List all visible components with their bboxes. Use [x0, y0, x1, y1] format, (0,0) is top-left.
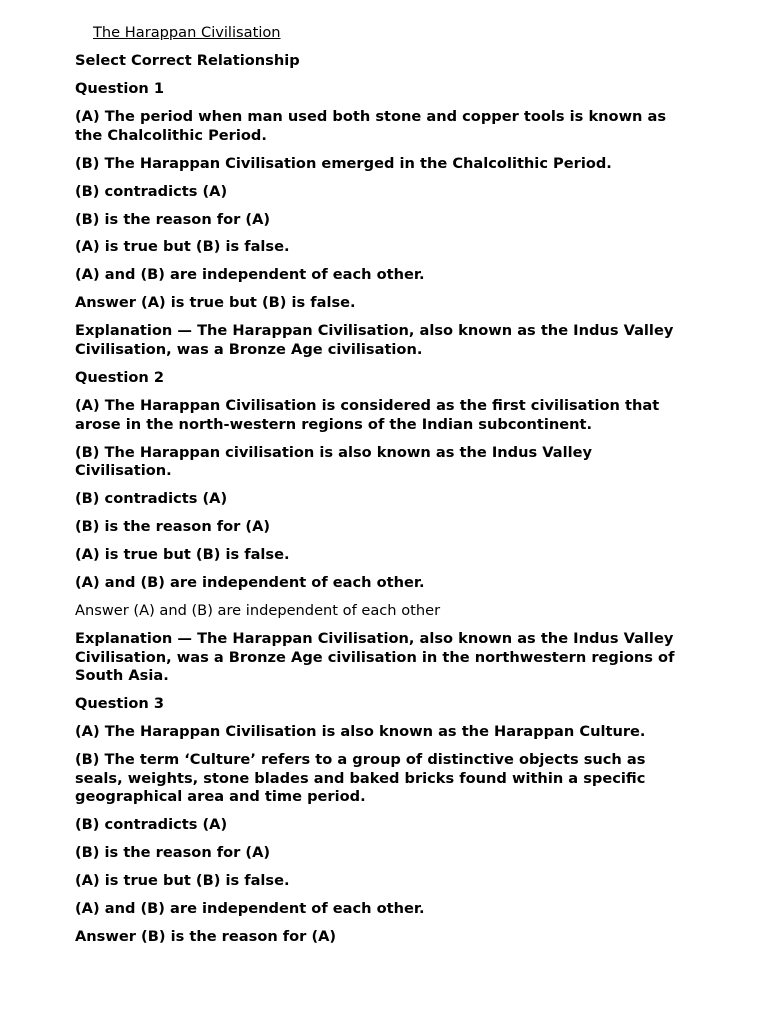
statement-b: (B) The Harappan civilisation is also known as the Indus Valley Civilisation. — [75, 443, 592, 480]
option-item: (B) contradicts (A) — [75, 490, 228, 508]
answer-line: Answer (B) is the reason for (A) — [75, 928, 337, 946]
explanation: Explanation — The Harappan Civilisation, also known as the Indus Valley Civilisation, was a Bronze Age civilisation. — [75, 322, 674, 359]
question-label: Question 3 — [75, 695, 165, 713]
statement-a: (A) The period when man used both stone and copper tools is known as the Chalcolithic Period. — [75, 107, 667, 144]
section-heading: Select Correct Relationship — [75, 51, 300, 69]
statement-a: (A) The Harappan Civilisation is considered as the first civilisation that arose in the north-western regions of the Indian subcontinent. — [75, 397, 660, 433]
option-item: (B) is the reason for (A) — [75, 844, 271, 862]
question-label: Question 2 — [75, 369, 165, 387]
option-item: (B) contradicts (A) — [75, 182, 228, 200]
option-item: (A) and (B) are independent of each other. — [75, 266, 425, 284]
explanation: Explanation — The Harappan Civilisation, also known as the Indus Valley Civilisation, was a Bronze Age civilisation in the northwestern regions of South Asia. — [75, 630, 675, 685]
answer-line: Answer (A) is true but (B) is false. — [75, 294, 356, 312]
statement-a: (A) The Harappan Civilisation is also known as the Harappan Culture. — [75, 723, 646, 741]
option-item: (A) is true but (B) is false. — [75, 546, 290, 564]
option-item: (A) and (B) are independent of each other. — [75, 900, 425, 918]
option-item: (A) is true but (B) is false. — [75, 872, 290, 890]
option-item: (A) and (B) are independent of each other. — [75, 574, 425, 592]
question-block — [75, 695, 675, 947]
statement-b: (B) The Harappan Civilisation emerged in the Chalcolithic Period. — [75, 154, 612, 172]
question-block — [75, 80, 675, 360]
option-item: (B) is the reason for (A) — [75, 210, 271, 228]
question-block — [75, 369, 675, 686]
option-item: (B) contradicts (A) — [75, 816, 228, 834]
answer-line: Answer (A) and (B) are independent of each other — [75, 602, 441, 620]
option-item: (B) is the reason for (A) — [75, 518, 271, 536]
document-body — [75, 24, 675, 956]
statement-b: (B) The term ‘Culture’ refers to a group of distinctive objects such as seals, weights, stone blades and baked bricks found within a specific geographical area and time period. — [75, 751, 646, 806]
document-title: The Harappan Civilisation — [93, 24, 281, 41]
question-label: Question 1 — [75, 79, 165, 97]
option-item: (A) is true but (B) is false. — [75, 238, 290, 256]
